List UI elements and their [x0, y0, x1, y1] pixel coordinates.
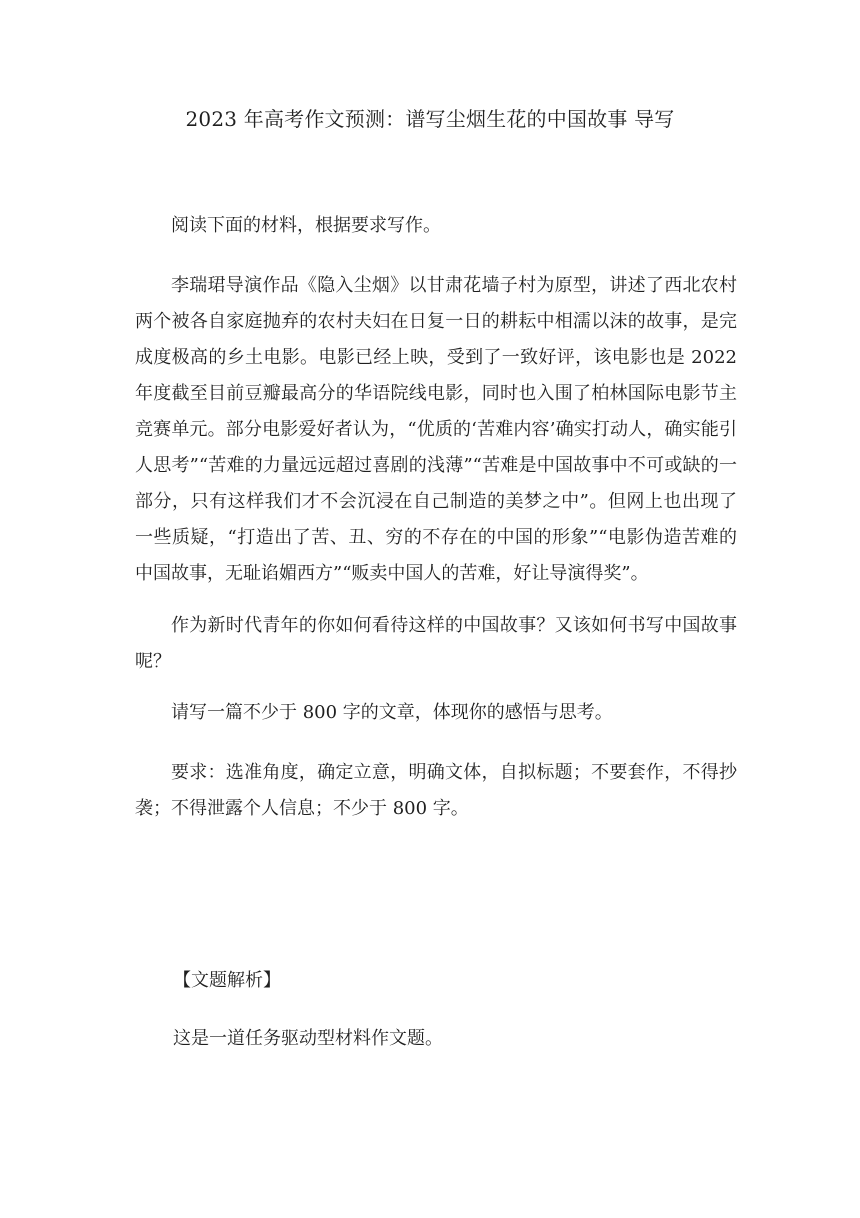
instruction-paragraph: 阅读下面的材料，根据要求写作。 [171, 215, 441, 236]
task-paragraph: 请写一篇不少于 800 字的文章，体现你的感悟与思考。 [171, 702, 613, 723]
section-heading: 【文题解析】 [173, 970, 281, 991]
material-paragraph: 李瑞珺导演作品《隐入尘烟》以甘肃花墙子村为原型，讲述了西北农村两个被各自家庭抛弃的农村夫妇在日复一日的耕耘中相濡以沫的故事，是完成度极高的乡土电影。电影已经上映，受到了一致好评，该电影也是 2022 年度截至目前豆瓣最高分的华语院线电影，同时也入围了柏林国际电影节主竞赛单元。部分电影爱好者认为，“优质的‘苦难内容’确实打动人，确实能引人思考”“苦难的力量远远超过喜剧的浅薄”“苦难是中国故事中不可或缺的一部分，只有这样我们才不会沉浸在自己制造的美梦之中”。但网上也出现了一些质疑，“打造出了苦、丑、穷的不存在的中国的形象”“电影伪造苦难的中国故事，无耻谄媚西方”“贩卖中国人的苦难，好让导演得奖”。 [135, 275, 737, 584]
question-paragraph: 作为新时代青年的你如何看待这样的中国故事？又该如何书写中国故事呢？ [135, 615, 737, 672]
requirements-paragraph: 要求：选准角度，确定立意，明确文体，自拟标题；不要套作，不得抄袭；不得泄露个人信息；不少于 800 字。 [135, 762, 737, 819]
analysis-paragraph: 这是一道任务驱动型材料作文题。 [173, 1028, 443, 1049]
document-title: 2023 年高考作文预测：谱写尘烟生花的中国故事 导写 [185, 107, 675, 131]
prompt-content [135, 208, 737, 827]
